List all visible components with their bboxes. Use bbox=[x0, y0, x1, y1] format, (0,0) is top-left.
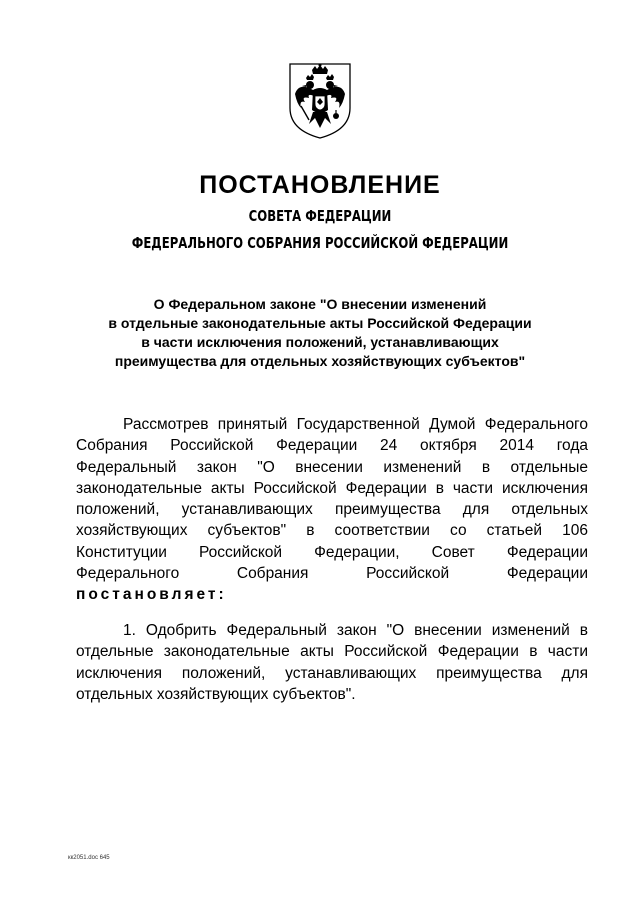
document-subject bbox=[70, 295, 570, 371]
paragraph-line: Федеральный закон "О внесении изменений в отдельные bbox=[76, 458, 588, 476]
clause-1-paragraph bbox=[76, 620, 588, 705]
subject-line: в отдельные законодательные акты Российской Федерации bbox=[108, 315, 532, 331]
document-file-code: кк2051.doc 645 bbox=[68, 855, 110, 861]
subject-line: в части исключения положений, устанавливающих bbox=[141, 334, 499, 350]
decree-word: постановляет: bbox=[76, 586, 227, 604]
paragraph-line: Конституции Российской Федерации, Совет Федерации bbox=[76, 543, 588, 561]
subject-line: преимущества для отдельных хозяйствующих субъектов" bbox=[114, 353, 526, 369]
paragraph-line: законодательные акты Российской Федерации в части исключения bbox=[76, 479, 588, 497]
paragraph-line: хозяйствующих субъектов" в соответствии со статьей 106 bbox=[76, 522, 588, 540]
issuer-line-1: СОВЕТА ФЕДЕРАЦИИ bbox=[248, 207, 392, 225]
paragraph-line: отдельные законодательные акты Российской Федерации в части bbox=[76, 643, 588, 661]
paragraph-line: Рассмотрев принятый Государственной Думой Федерального bbox=[123, 416, 588, 433]
paragraph-line: отдельных хозяйствующих субъектов". bbox=[76, 685, 356, 703]
subject-line: О Федеральном законе "О внесении изменений bbox=[153, 296, 487, 312]
paragraph-line: положений, устанавливающих преимущества для отдельных bbox=[76, 501, 588, 519]
paragraph-line: Собрания Российской Федерации 24 октября 2014 года bbox=[76, 437, 588, 455]
preamble-paragraph bbox=[76, 414, 588, 606]
paragraph-line: 1. Одобрить Федеральный закон "О внесении изменений в bbox=[123, 622, 588, 639]
russian-coat-of-arms-icon bbox=[287, 60, 353, 140]
paragraph-line: исключения положений, устанавливающих преимущества для bbox=[76, 664, 588, 682]
paragraph-line: Федерального Собрания Российской Федерации bbox=[76, 565, 588, 583]
document-title: ПОСТАНОВЛЕНИЕ bbox=[199, 171, 441, 199]
issuer-line-2: ФЕДЕРАЛЬНОГО СОБРАНИЯ РОССИЙСКОЙ ФЕДЕРАЦИИ bbox=[131, 234, 509, 252]
